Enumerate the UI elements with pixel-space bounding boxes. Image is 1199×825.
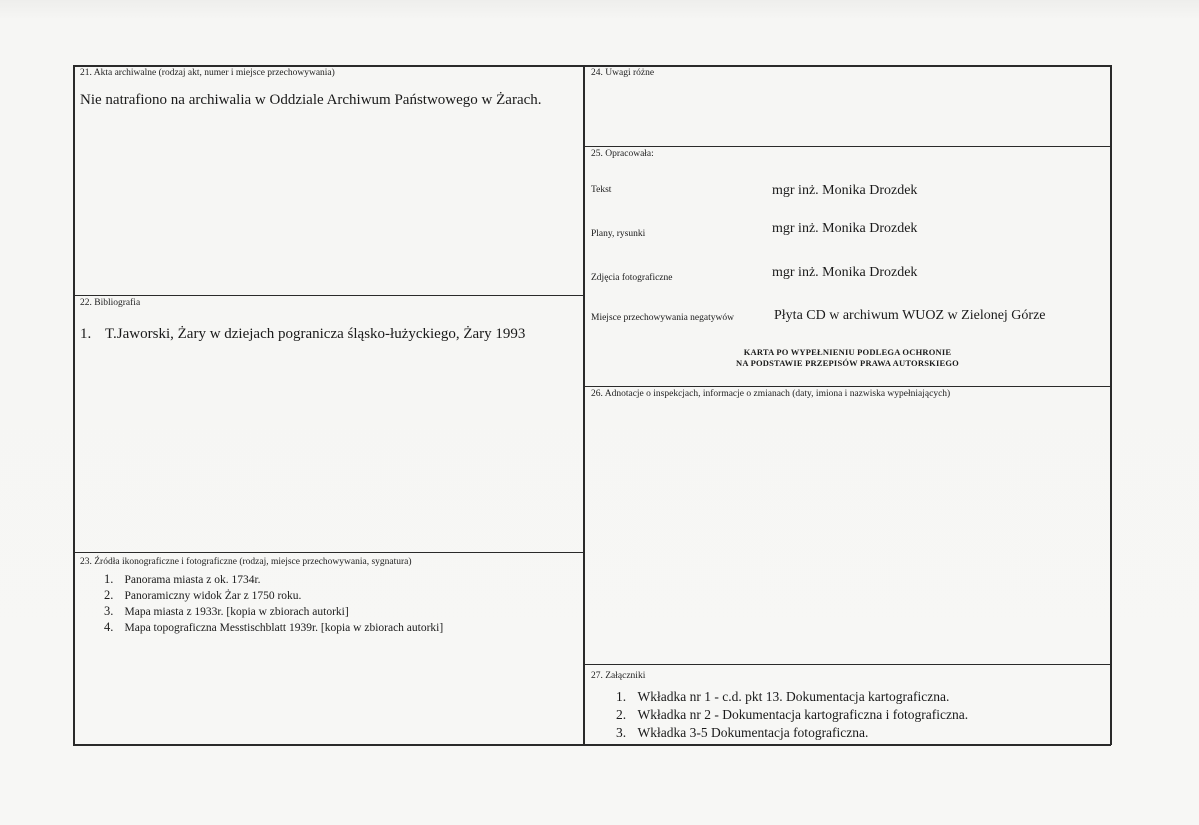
list-item-number: 1. [80,326,92,342]
section-22-label: 22. Bibliografia [80,298,141,308]
list-item-text: Wkładka nr 1 - c.d. pkt 13. Dokumentacja kartograficzna. [637,689,950,704]
list-item [616,724,868,741]
list-item-number: 1. [616,689,627,704]
section-26-label: 26. Adnotacje o inspekcjach, informacje o zmianach (daty, imiona i nazwiska wypełniających) [591,389,951,399]
bibliography-list [80,325,525,343]
list-item-number: 3. [104,604,114,618]
list-item [104,619,443,637]
section-26-annotations [585,387,1110,664]
list-item [616,688,949,705]
field-label-photos: Zdjęcia fotograficzne [591,273,673,283]
section-22-bibliography [74,296,583,552]
list-item [616,706,968,723]
section-21-archival-records [74,66,583,295]
list-item-text: Wkładka 3-5 Dokumentacja fotograficzna. [637,725,869,740]
section-23-iconographic-sources [74,553,583,744]
field-label-plans: Plany, rysunki [591,229,646,239]
list-item-text: Mapa topograficzna Messtischblatt 1939r. [kopia w zbiorach autorki] [124,622,444,634]
copyright-notice-line-1: KARTA PO WYPEŁNIENIU PODLEGA OCHRONIE [743,347,952,357]
list-item-number: 1. [104,572,114,586]
field-label-negatives: Miejsce przechowywania negatywów [591,313,734,323]
list-item-number: 2. [616,707,627,722]
list-item-text: Panorama miasta z ok. 1734r. [124,574,261,586]
field-value-text: mgr inż. Monika Drozdek [772,183,918,198]
list-item-text: Mapa miasta z 1933r. [kopia w zbiorach autorki] [124,606,349,618]
frame-right [1110,65,1112,745]
section-27-attachments [585,665,1110,744]
copyright-notice [585,347,1110,369]
section-23-label: 23. Źródła ikonograficzne i fotograficzne (rodzaj, miejsce przechowywania, sygnatura) [80,557,412,567]
section-27-label: 27. Załączniki [591,671,646,681]
list-item-text: Panoramiczny widok Żar z 1750 roku. [124,590,302,602]
section-25-label: 25. Opracowała: [591,149,654,159]
list-item-text: T.Jaworski, Żary w dziejach pogranicza śląsko-łużyckiego, Żary 1993 [105,326,526,342]
section-21-text: Nie natrafiono na archiwalia w Oddziale Archiwum Państwowego w Żarach. [80,92,542,108]
list-item-text: Wkładka nr 2 - Dokumentacja kartograficzna i fotograficzna. [637,707,969,722]
field-value-negatives: Płyta CD w archiwum WUOZ w Zielonej Górze [774,308,1046,323]
section-24-remarks [585,66,1110,146]
section-24-label: 24. Uwagi różne [591,68,655,78]
section-25-prepared-by [585,147,1110,386]
frame-bottom [73,744,1111,746]
list-item [80,325,525,343]
field-value-photos: mgr inż. Monika Drozdek [772,265,918,280]
section-21-label: 21. Akta archiwalne (rodzaj akt, numer i miejsce przechowywania) [80,68,335,78]
list-item-number: 4. [104,620,114,634]
field-value-plans: mgr inż. Monika Drozdek [772,221,918,236]
copyright-notice-line-2: NA PODSTAWIE PRZEPISÓW PRAWA AUTORSKIEGO [736,358,959,368]
list-item-number: 3. [616,725,627,740]
list-item-number: 2. [104,588,114,602]
field-label-text: Tekst [591,185,612,195]
